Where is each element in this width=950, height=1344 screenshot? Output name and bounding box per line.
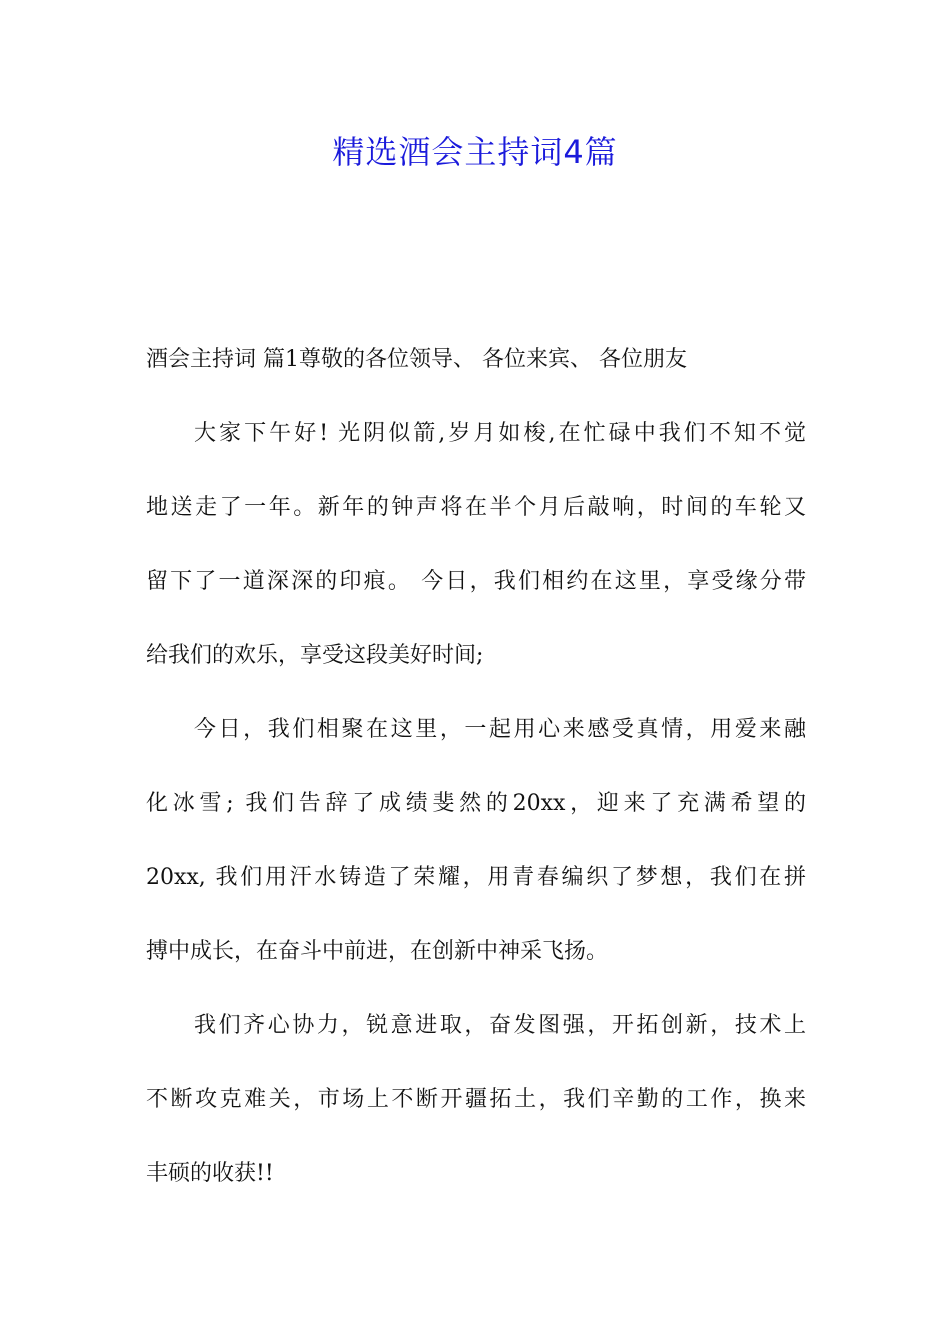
text-line: 搏中成长，在奋斗中前进，在创新中神采飞扬。 — [146, 939, 609, 964]
text-line: 地送走了一年。新年的钟声将在半个月后敲响，时间的车轮又 — [146, 495, 806, 520]
text-line: 我们齐心协力，锐意进取，奋发图强，开拓创新，技术上 — [194, 1013, 806, 1038]
text-line: 酒会主持词 篇1尊敬的各位领导、 各位来宾、 各位朋友 — [146, 347, 687, 372]
text-line: 大家下午好! 光阴似箭,岁月如梭,在忙碌中我们不知不觉 — [194, 421, 806, 446]
text-line: 不断攻克难关，市场上不断开疆拓土，我们辛勤的工作，换来 — [146, 1087, 806, 1112]
text-line: 留下了一道深深的印痕。 今日，我们相约在这里，享受缘分带 — [146, 569, 806, 594]
text-line: 丰硕的收获!! — [146, 1161, 274, 1186]
text-line: 今日，我们相聚在这里，一起用心来感受真情，用爱来融 — [194, 717, 806, 742]
text-line: 化冰雪; 我们告辞了成绩斐然的20xx，迎来了充满希望的 — [146, 791, 806, 816]
document-body — [146, 340, 806, 1228]
text-line: 20xx, 我们用汗水铸造了荣耀，用青春编织了梦想，我们在拼 — [146, 865, 806, 890]
text-line: 给我们的欢乐，享受这段美好时间; — [146, 643, 484, 668]
document-title: 精选酒会主持词4篇 — [332, 133, 618, 171]
